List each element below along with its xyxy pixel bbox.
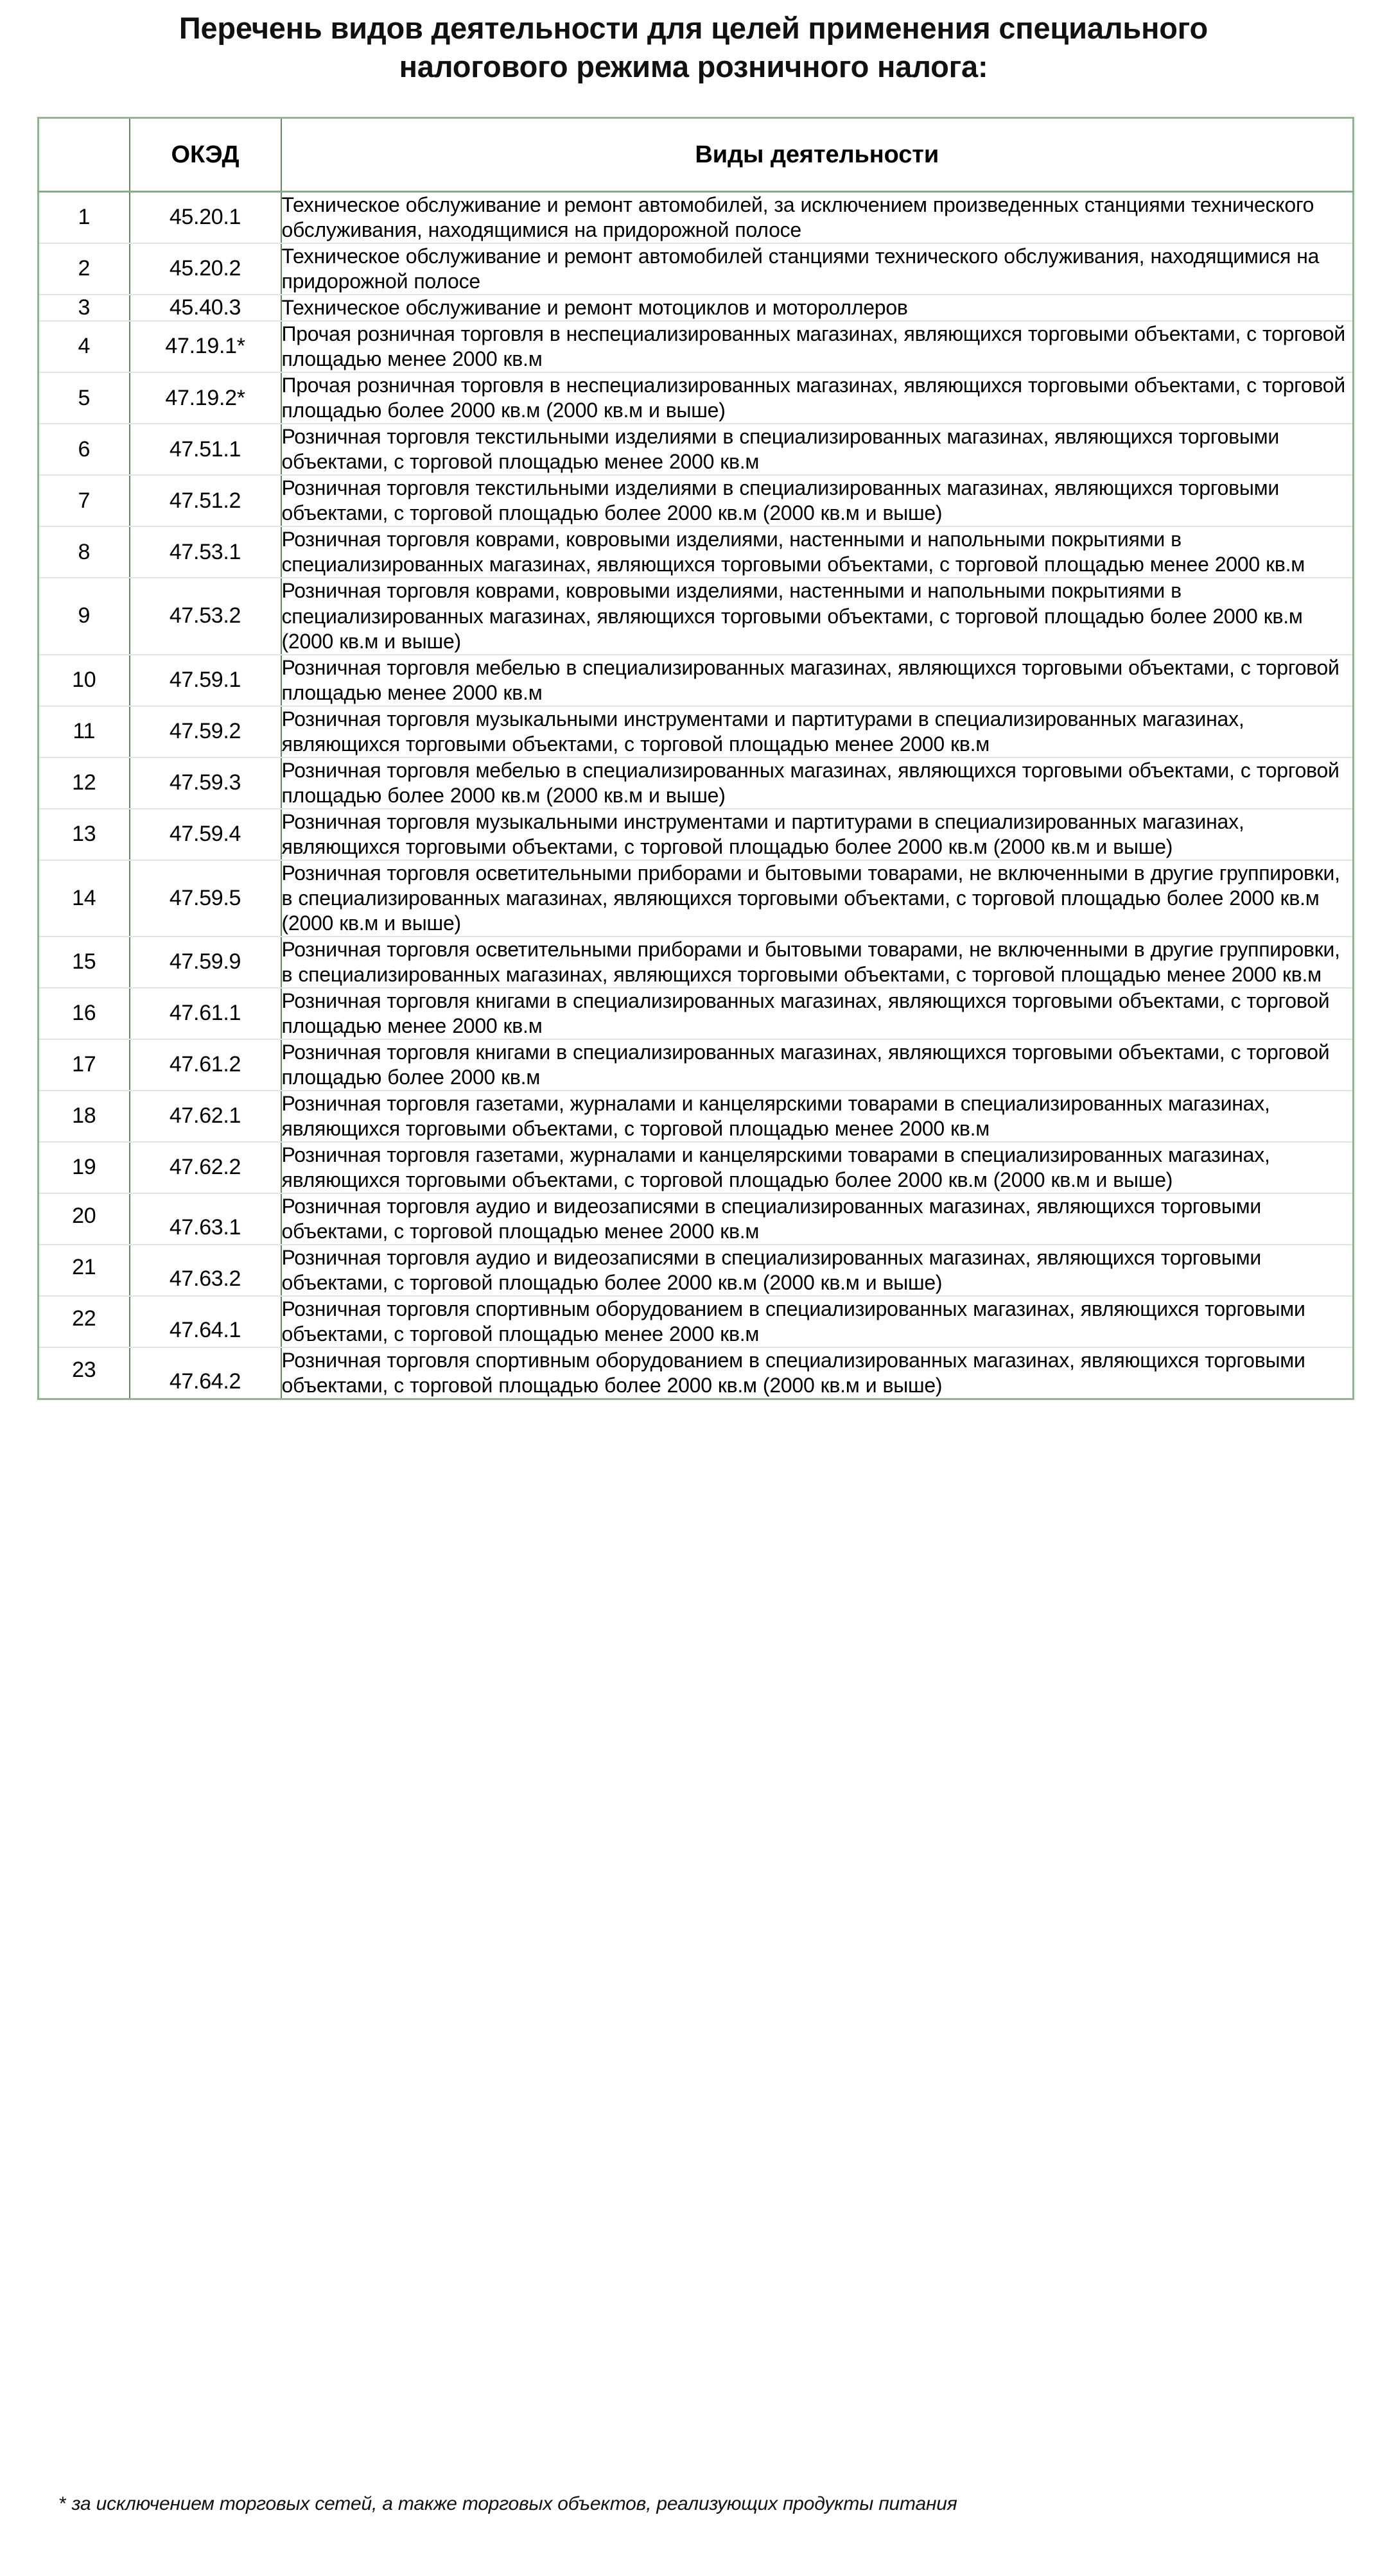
activity-description: Розничная торговля мебелью в специализированных магазинах, являющихся торговыми объектами, с торговой площадью менее 2000 кв.м bbox=[281, 655, 1354, 706]
oked-code: 47.59.3 bbox=[130, 757, 281, 809]
oked-code: 47.59.4 bbox=[130, 809, 281, 860]
table-row bbox=[39, 1142, 1354, 1193]
row-number: 3 bbox=[39, 295, 130, 321]
row-number: 4 bbox=[39, 321, 130, 372]
table-row bbox=[39, 192, 1354, 244]
row-number: 14 bbox=[39, 860, 130, 937]
column-header-description: Виды деятельности bbox=[281, 118, 1354, 192]
row-number: 8 bbox=[39, 526, 130, 578]
oked-code: 47.61.1 bbox=[130, 988, 281, 1039]
oked-code: 45.20.1 bbox=[130, 192, 281, 244]
table-row bbox=[39, 988, 1354, 1039]
table-row bbox=[39, 1296, 1354, 1347]
table-row bbox=[39, 475, 1354, 526]
table-row bbox=[39, 526, 1354, 578]
activity-description: Розничная торговля газетами, журналами и канцелярскими товарами в специализированных магазинах, являющихся торговыми объектами, с торговой площадью менее 2000 кв.м bbox=[281, 1091, 1354, 1142]
row-number: 22 bbox=[39, 1296, 130, 1347]
table-row bbox=[39, 937, 1354, 988]
row-number: 9 bbox=[39, 578, 130, 654]
table-body bbox=[39, 192, 1354, 1399]
activity-description: Розничная торговля осветительными приборами и бытовыми товарами, не включенными в другие группировки, в специализированных магазинах, являющихся торговыми объектами, с торговой площадью менее 2000 кв.м bbox=[281, 937, 1354, 988]
footnote-asterisk: * bbox=[59, 2493, 67, 2514]
oked-code: 47.19.2* bbox=[130, 372, 281, 424]
table-row bbox=[39, 578, 1354, 654]
activity-description: Техническое обслуживание и ремонт автомобилей станциями технического обслуживания, находящимися на придорожной полосе bbox=[281, 243, 1354, 295]
oked-code: 47.62.2 bbox=[130, 1142, 281, 1193]
activity-types-table-container bbox=[37, 117, 1352, 1400]
row-number: 1 bbox=[39, 192, 130, 244]
oked-code: 47.59.5 bbox=[130, 860, 281, 937]
activity-description: Розничная торговля музыкальными инструментами и партитурами в специализированных магазинах, являющихся торговыми объектами, с торговой площадью менее 2000 кв.м bbox=[281, 706, 1354, 757]
activity-description: Прочая розничная торговля в неспециализированных магазинах, являющихся торговыми объектами, с торговой площадью более 2000 кв.м (2000 кв.м и выше) bbox=[281, 372, 1354, 424]
table-row bbox=[39, 860, 1354, 937]
activity-description: Розничная торговля коврами, ковровыми изделиями, настенными и напольными покрытиями в специализированных магазинах, являющихся торговыми объектами, с торговой площадью более 2000 кв.м (2000 кв.м и выше) bbox=[281, 578, 1354, 654]
oked-code: 47.62.1 bbox=[130, 1091, 281, 1142]
footnote-text: за исключением торговых сетей, а также торговых объектов, реализующих продукты питания bbox=[66, 2493, 957, 2514]
table-row bbox=[39, 1039, 1354, 1091]
activity-description: Розничная торговля спортивным оборудованием в специализированных магазинах, являющихся торговыми объектами, с торговой площадью более 2000 кв.м (2000 кв.м и выше) bbox=[281, 1347, 1354, 1399]
page-title-line-2: налогового режима розничного налога: bbox=[399, 49, 988, 84]
oked-code: 47.51.2 bbox=[130, 475, 281, 526]
row-number: 16 bbox=[39, 988, 130, 1039]
oked-code: 47.59.1 bbox=[130, 655, 281, 706]
row-number: 7 bbox=[39, 475, 130, 526]
row-number: 15 bbox=[39, 937, 130, 988]
row-number: 13 bbox=[39, 809, 130, 860]
oked-code: 47.59.9 bbox=[130, 937, 281, 988]
oked-code: 45.40.3 bbox=[130, 295, 281, 321]
activity-description: Розничная торговля газетами, журналами и канцелярскими товарами в специализированных магазинах, являющихся торговыми объектами, с торговой площадью более 2000 кв.м (2000 кв.м и выше) bbox=[281, 1142, 1354, 1193]
activity-description: Прочая розничная торговля в неспециализированных магазинах, являющихся торговыми объектами, с торговой площадью менее 2000 кв.м bbox=[281, 321, 1354, 372]
row-number: 12 bbox=[39, 757, 130, 809]
row-number: 6 bbox=[39, 424, 130, 475]
activity-description: Розничная торговля мебелью в специализированных магазинах, являющихся торговыми объектами, с торговой площадью более 2000 кв.м (2000 кв.м и выше) bbox=[281, 757, 1354, 809]
table-header-row bbox=[39, 118, 1354, 192]
row-number: 19 bbox=[39, 1142, 130, 1193]
activity-description: Розничная торговля аудио и видеозаписями в специализированных магазинах, являющихся торговыми объектами, с торговой площадью менее 2000 кв.м bbox=[281, 1193, 1354, 1245]
table-row bbox=[39, 1245, 1354, 1296]
oked-code: 47.53.1 bbox=[130, 526, 281, 578]
column-header-number bbox=[39, 118, 130, 192]
page-title-line-1: Перечень видов деятельности для целей применения специального bbox=[179, 11, 1208, 45]
row-number: 23 bbox=[39, 1347, 130, 1399]
activity-description: Розничная торговля книгами в специализированных магазинах, являющихся торговыми объектами, с торговой площадью менее 2000 кв.м bbox=[281, 988, 1354, 1039]
row-number: 21 bbox=[39, 1245, 130, 1296]
oked-code: 47.59.2 bbox=[130, 706, 281, 757]
activity-types-table bbox=[37, 117, 1354, 1400]
row-number: 17 bbox=[39, 1039, 130, 1091]
table-row bbox=[39, 1091, 1354, 1142]
document-page bbox=[0, 9, 1387, 2576]
table-header bbox=[39, 118, 1354, 192]
oked-code: 47.51.1 bbox=[130, 424, 281, 475]
oked-code: 45.20.2 bbox=[130, 243, 281, 295]
oked-code: 47.64.1 bbox=[130, 1296, 281, 1347]
activity-description: Розничная торговля осветительными приборами и бытовыми товарами, не включенными в другие группировки, в специализированных магазинах, являющихся торговыми объектами, с торговой площадью более 2000 кв.м (2000 кв.м и выше) bbox=[281, 860, 1354, 937]
row-number: 2 bbox=[39, 243, 130, 295]
oked-code: 47.63.1 bbox=[130, 1193, 281, 1245]
activity-description: Техническое обслуживание и ремонт мотоциклов и мотороллеров bbox=[281, 295, 1354, 321]
table-row bbox=[39, 655, 1354, 706]
footnote bbox=[59, 2492, 1337, 2516]
activity-description: Розничная торговля коврами, ковровыми изделиями, настенными и напольными покрытиями в специализированных магазинах, являющихся торговыми объектами, с торговой площадью менее 2000 кв.м bbox=[281, 526, 1354, 578]
table-row bbox=[39, 321, 1354, 372]
activity-description: Техническое обслуживание и ремонт автомобилей, за исключением произведенных станциями технического обслуживания, находящимися на придорожной полосе bbox=[281, 192, 1354, 244]
row-number: 20 bbox=[39, 1193, 130, 1245]
page-title bbox=[19, 9, 1368, 86]
oked-code: 47.19.1* bbox=[130, 321, 281, 372]
activity-description: Розничная торговля текстильными изделиями в специализированных магазинах, являющихся торговыми объектами, с торговой площадью менее 2000 кв.м bbox=[281, 424, 1354, 475]
row-number: 5 bbox=[39, 372, 130, 424]
table-row bbox=[39, 424, 1354, 475]
oked-code: 47.53.2 bbox=[130, 578, 281, 654]
row-number: 10 bbox=[39, 655, 130, 706]
column-header-oked: ОКЭД bbox=[130, 118, 281, 192]
activity-description: Розничная торговля книгами в специализированных магазинах, являющихся торговыми объектами, с торговой площадью более 2000 кв.м bbox=[281, 1039, 1354, 1091]
activity-description: Розничная торговля аудио и видеозаписями в специализированных магазинах, являющихся торговыми объектами, с торговой площадью более 2000 кв.м (2000 кв.м и выше) bbox=[281, 1245, 1354, 1296]
row-number: 11 bbox=[39, 706, 130, 757]
table-row bbox=[39, 1193, 1354, 1245]
oked-code: 47.61.2 bbox=[130, 1039, 281, 1091]
table-row bbox=[39, 1347, 1354, 1399]
table-row bbox=[39, 706, 1354, 757]
activity-description: Розничная торговля текстильными изделиями в специализированных магазинах, являющихся торговыми объектами, с торговой площадью более 2000 кв.м (2000 кв.м и выше) bbox=[281, 475, 1354, 526]
table-row bbox=[39, 243, 1354, 295]
table-row bbox=[39, 809, 1354, 860]
oked-code: 47.64.2 bbox=[130, 1347, 281, 1399]
activity-description: Розничная торговля спортивным оборудованием в специализированных магазинах, являющихся торговыми объектами, с торговой площадью менее 2000 кв.м bbox=[281, 1296, 1354, 1347]
oked-code: 47.63.2 bbox=[130, 1245, 281, 1296]
table-row bbox=[39, 295, 1354, 321]
row-number: 18 bbox=[39, 1091, 130, 1142]
table-row bbox=[39, 372, 1354, 424]
table-row bbox=[39, 757, 1354, 809]
activity-description: Розничная торговля музыкальными инструментами и партитурами в специализированных магазинах, являющихся торговыми объектами, с торговой площадью более 2000 кв.м (2000 кв.м и выше) bbox=[281, 809, 1354, 860]
